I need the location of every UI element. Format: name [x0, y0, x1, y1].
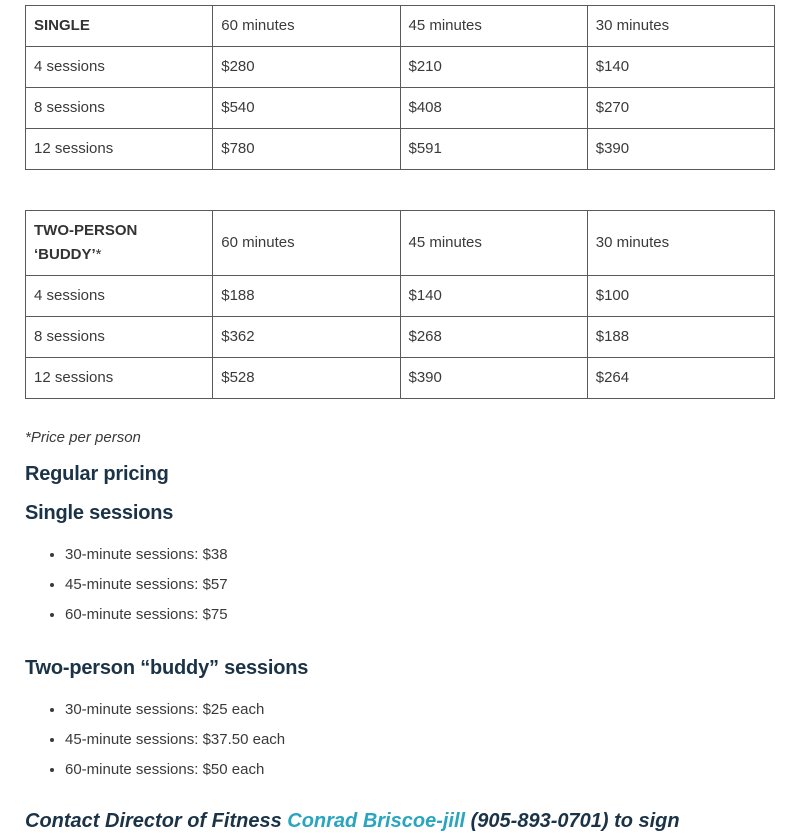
buddy-header-label: TWO-PERSON ‘BUDDY’	[34, 222, 138, 263]
table-cell: $591	[400, 129, 587, 170]
contact-suffix: (905-893-0701) to sign	[465, 810, 680, 832]
single-sessions-heading: Single sessions	[25, 502, 174, 524]
table-cell: $268	[400, 317, 587, 358]
buddy-sessions-list	[25, 700, 285, 790]
list-item: • 30-minute sessions: $25 each	[65, 700, 285, 730]
table-header-cell	[26, 211, 213, 276]
list-item: • 60-minute sessions: $75	[65, 605, 228, 635]
table-header-cell: 60 minutes	[213, 6, 400, 47]
table-header-cell: SINGLE	[26, 6, 213, 47]
table-cell: $408	[400, 88, 587, 129]
table-cell: $140	[400, 276, 587, 317]
buddy-sessions-heading: Two-person “buddy” sessions	[25, 657, 309, 679]
table-cell: $210	[400, 47, 587, 88]
table-header-cell: 60 minutes	[213, 211, 400, 276]
table-header-row	[26, 211, 775, 276]
table-cell: 12 sessions	[26, 129, 213, 170]
table-cell: $270	[587, 88, 774, 129]
table-cell: 8 sessions	[26, 88, 213, 129]
list-item: • 45-minute sessions: $37.50 each	[65, 730, 285, 760]
table-row	[26, 276, 775, 317]
buddy-header-star: *	[95, 246, 102, 263]
table-cell: $140	[587, 47, 774, 88]
table-cell: $280	[213, 47, 400, 88]
table-header-cell: 30 minutes	[587, 6, 774, 47]
table-row	[26, 317, 775, 358]
table-header-row	[26, 6, 775, 47]
contact-prefix: Contact Director of Fitness	[25, 810, 288, 832]
contact-line	[25, 810, 680, 833]
list-item: • 30-minute sessions: $38	[65, 545, 228, 575]
table-cell: $100	[587, 276, 774, 317]
page-content	[25, 5, 775, 832]
buddy-pricing-table	[25, 210, 775, 399]
table-spacer	[25, 170, 775, 210]
single-sessions-list	[25, 545, 228, 635]
table-row	[26, 47, 775, 88]
table-cell: $540	[213, 88, 400, 129]
list-item: • 45-minute sessions: $57	[65, 575, 228, 605]
table-cell: 8 sessions	[26, 317, 213, 358]
price-note: *Price per person	[25, 429, 141, 446]
table-cell: $390	[400, 358, 587, 399]
table-header-cell: 45 minutes	[400, 6, 587, 47]
table-header-cell: 45 minutes	[400, 211, 587, 276]
table-cell: $362	[213, 317, 400, 358]
table-cell: 4 sessions	[26, 276, 213, 317]
regular-pricing-heading: Regular pricing	[25, 463, 169, 485]
table-cell: 4 sessions	[26, 47, 213, 88]
table-cell: $390	[587, 129, 774, 170]
table-row	[26, 129, 775, 170]
list-item: • 60-minute sessions: $50 each	[65, 760, 285, 790]
table-cell: $264	[587, 358, 774, 399]
table-cell: $188	[213, 276, 400, 317]
table-row	[26, 358, 775, 399]
single-pricing-table	[25, 5, 775, 170]
table-cell: 12 sessions	[26, 358, 213, 399]
table-row	[26, 88, 775, 129]
table-cell: $188	[587, 317, 774, 358]
table-cell: $780	[213, 129, 400, 170]
table-cell: $528	[213, 358, 400, 399]
contact-link[interactable]: Conrad Briscoe-jill	[287, 810, 466, 832]
table-header-cell: 30 minutes	[587, 211, 774, 276]
